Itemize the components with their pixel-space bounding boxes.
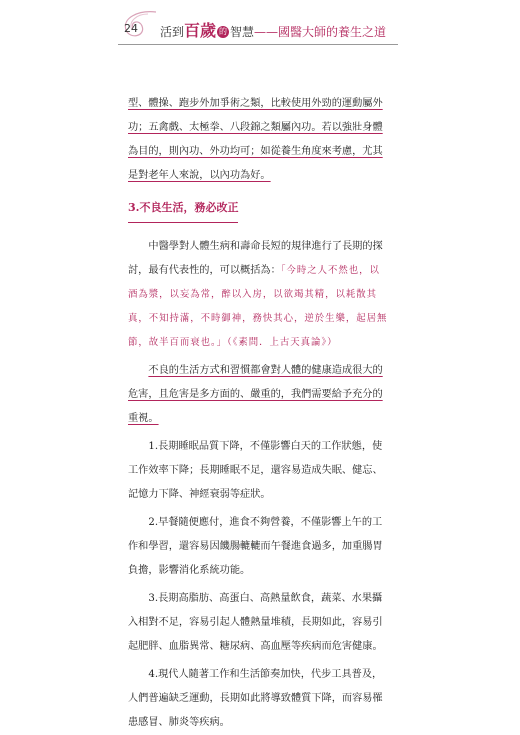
title-prefix: 活到: [160, 25, 185, 39]
classic-quote: 「今時之人不然也，以酒為漿，以妄為常，醉以入房，以欲竭其精，以耗散其真，不知持滿，不時御神，務快其心，逆於生樂，起居無節，故半百而衰也。」（《素問．上古天真論》）: [128, 265, 388, 348]
flower-ornament-icon: [108, 8, 168, 48]
page-number: 24: [124, 22, 138, 35]
page-header: [0, 0, 520, 60]
running-subtitle: ——國醫大師的養生之道: [254, 25, 387, 39]
paragraph-2: 不良的生活方式和習慣都會對人體的健康造成很大的危害，且危害是多方面的、嚴重的，我們需要給予充分的重視。: [128, 365, 383, 424]
paragraph-1: [128, 235, 390, 355]
page-body: [128, 92, 390, 735]
title-badge: 的: [219, 27, 228, 36]
list-item-1: 1.長期睡眠品質下降，不僅影響白天的工作狀態，使工作效率下降；長期睡眠不足，還容易造成失眠、健忘、記憶力下降、神經衰弱等症狀。: [128, 441, 383, 500]
paragraph-1-text: 中醫學對人體生病和壽命長短的規律進行了長期的探討，最有代表性的，可以概括為：: [128, 241, 383, 276]
list-item-4: 4.現代人隨著工作和生活節奏加快，代步工具普及，人們普遍缺乏運動，長期如此將導致體質下降，而容易罹患感冒、肺炎等疾病。: [128, 669, 383, 728]
header-rule: [118, 44, 398, 45]
list-item-2: 2.早餐隨便應付，進食不夠營養，不僅影響上午的工作和學習，還容易因饑腸轆轆而午餐進食過多，加重腸胃負擔，影響消化系統功能。: [128, 517, 383, 576]
running-title: [160, 18, 386, 41]
title-emphasis: 百歲: [184, 21, 217, 40]
list-item-3: 3.長期高脂肪、高蛋白、高熱量飲食，蔬菜、水果攝入相對不足，容易引起人體熱量堆積，長期如此，容易引起肥胖、血脂異常、糖尿病、高血壓等疾病而危害健康。: [128, 593, 383, 652]
intro-paragraph: 型、體操、跑步外加爭術之類，比較使用外勁的運動屬外功；五禽戲、太極拳、八段錦之類屬內功。若以強壯身體為目的，則內功、外功均可；如從養生角度來考慮，尤其是對老年人來說，以內功為好。: [128, 98, 383, 181]
title-suffix: 智慧: [230, 25, 255, 39]
section-heading: 3.不良生活，務必改正: [128, 196, 238, 223]
